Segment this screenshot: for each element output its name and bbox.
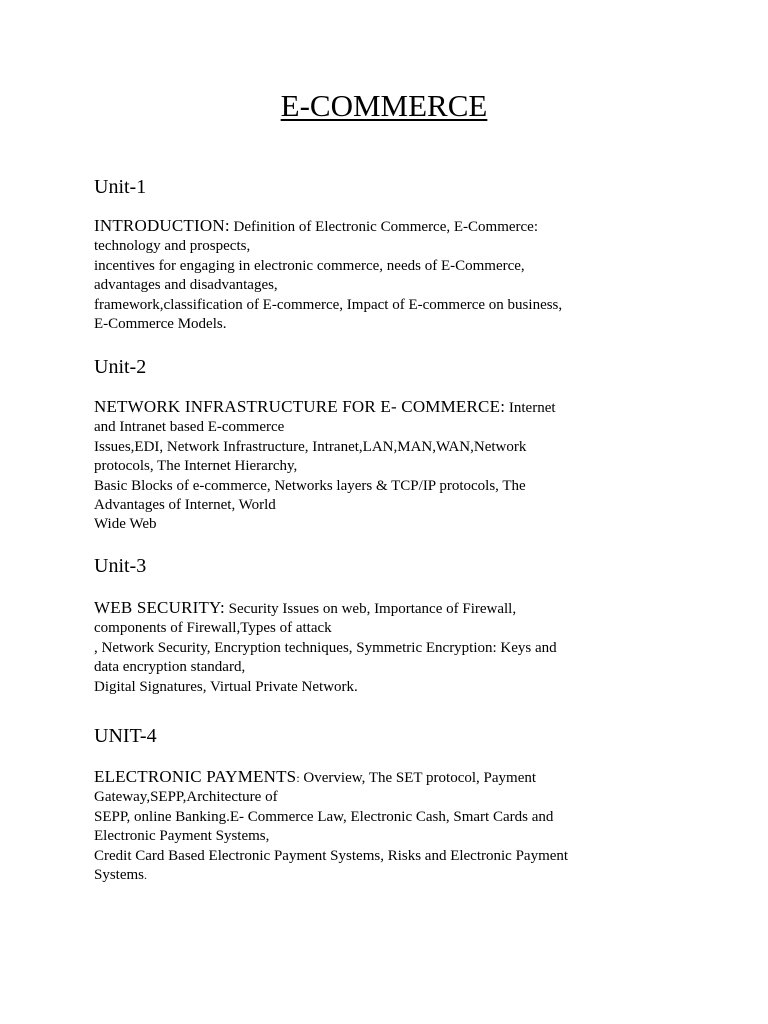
unit-section-4 bbox=[94, 724, 714, 885]
unit-line: protocols, The Internet Hierarchy, bbox=[94, 458, 298, 475]
unit-line: E-Commerce Models. bbox=[94, 316, 227, 333]
unit-line bbox=[94, 598, 714, 619]
unit-line: Wide Web bbox=[94, 516, 157, 533]
unit-topic-separator: : bbox=[219, 598, 225, 617]
unit-line bbox=[94, 397, 714, 418]
unit-line: technology and prospects, bbox=[94, 238, 251, 255]
unit-text: Definition of Electronic Commerce, E-Commerce: bbox=[229, 219, 539, 235]
unit-line: Gateway,SEPP,Architecture of bbox=[94, 789, 278, 806]
unit-topic-separator: : bbox=[296, 771, 300, 785]
unit-topic: ELECTRONIC PAYMENTS bbox=[94, 767, 297, 786]
unit-section-2 bbox=[94, 355, 714, 535]
unit-topic-separator: : bbox=[224, 216, 230, 235]
unit-line: Issues,EDI, Network Infrastructure, Intranet,LAN,MAN,WAN,Network bbox=[94, 438, 527, 455]
unit-text: Overview, The SET protocol, Payment bbox=[299, 770, 537, 786]
unit-line: incentives for engaging in electronic commerce, needs of E-Commerce, bbox=[94, 257, 525, 274]
unit-topic-separator: : bbox=[500, 397, 506, 416]
unit-text: Security Issues on web, Importance of Firewall, bbox=[224, 601, 517, 617]
unit-section-3 bbox=[94, 554, 714, 697]
unit-line: Advantages of Internet, World bbox=[94, 497, 276, 514]
unit-text-period: . bbox=[144, 868, 148, 883]
unit-heading: Unit-3 bbox=[94, 555, 147, 577]
unit-line: components of Firewall,Types of attack bbox=[94, 620, 332, 637]
document-title-wrap bbox=[0, 88, 768, 124]
unit-body bbox=[94, 598, 714, 697]
unit-topic: INTRODUCTION bbox=[94, 216, 225, 235]
unit-line bbox=[94, 216, 714, 237]
unit-topic: WEB SECURITY bbox=[94, 598, 220, 617]
unit-line bbox=[94, 767, 714, 788]
unit-body bbox=[94, 216, 714, 334]
unit-heading: Unit-2 bbox=[94, 356, 147, 378]
unit-line: SEPP, online Banking.E- Commerce Law, Electronic Cash, Smart Cards and bbox=[94, 808, 554, 825]
unit-line: Electronic Payment Systems, bbox=[94, 828, 270, 845]
unit-line: Basic Blocks of e-commerce, Networks layers & TCP/IP protocols, The bbox=[94, 477, 526, 494]
unit-topic: NETWORK INFRASTRUCTURE FOR E- COMMERCE bbox=[94, 397, 501, 416]
unit-line: advantages and disadvantages, bbox=[94, 277, 278, 294]
unit-line bbox=[94, 866, 714, 885]
unit-line: data encryption standard, bbox=[94, 659, 246, 676]
unit-heading: UNIT-4 bbox=[94, 725, 157, 747]
unit-section-1 bbox=[94, 175, 714, 334]
unit-line: Credit Card Based Electronic Payment Systems, Risks and Electronic Payment bbox=[94, 847, 569, 864]
unit-body bbox=[94, 397, 714, 535]
unit-text: Internet bbox=[505, 400, 556, 416]
unit-line: , Network Security, Encryption techniques, Symmetric Encryption: Keys and bbox=[94, 639, 557, 656]
unit-body bbox=[94, 767, 714, 885]
unit-text: Systems bbox=[94, 867, 145, 884]
unit-line: and Intranet based E-commerce bbox=[94, 419, 285, 436]
unit-line: Digital Signatures, Virtual Private Network. bbox=[94, 678, 358, 695]
document-title: E-COMMERCE bbox=[280, 88, 488, 123]
unit-heading: Unit-1 bbox=[94, 176, 147, 198]
unit-line: framework,classification of E-commerce, Impact of E-commerce on business, bbox=[94, 296, 563, 313]
